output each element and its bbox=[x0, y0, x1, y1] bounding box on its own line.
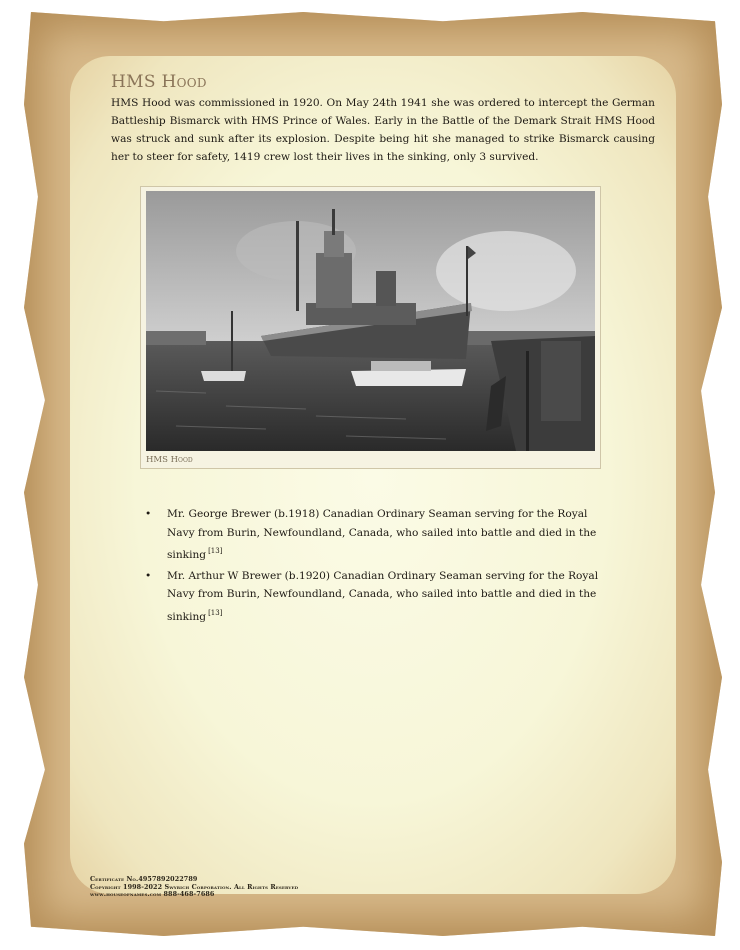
parchment-center bbox=[70, 56, 676, 894]
website-contact: www.houseofnames.com 888-468-7686 bbox=[90, 890, 215, 898]
list-item bbox=[145, 567, 615, 627]
citation-link[interactable]: [13] bbox=[208, 608, 223, 617]
crew-list bbox=[145, 505, 615, 628]
ship-photo bbox=[146, 191, 595, 451]
list-item bbox=[145, 505, 615, 565]
bullet-icon: • bbox=[145, 569, 152, 582]
intro-paragraph: HMS Hood was commissioned in 1920. On May 24th 1941 she was ordered to intercept the German Battleship Bismarck with HMS Prince of Wales. Early in the Battle of the Demark Strait HMS Hood was struck and sunk after its explosion. Despite being hit she managed to strike Bismarck causing her to steer for safety, 1419 crew lost their lives in the sinking, only 3 survived. bbox=[111, 97, 655, 163]
citation-link[interactable]: [13] bbox=[208, 547, 223, 555]
page-title: HMS Hood bbox=[111, 72, 207, 92]
crew-entry-text: Mr. Arthur W Brewer (b.1920) Canadian Ordinary Seaman serving for the Royal Navy from Burin, Newfoundland, Canada, who sailed into battle and died in the sinking bbox=[167, 569, 599, 623]
bullet-icon: • bbox=[145, 508, 152, 520]
photo-frame bbox=[140, 186, 601, 469]
ship-photo-image bbox=[146, 191, 595, 451]
copyright-notice: Copyright 1998-2022 Swyrich Corporation. All Rights Reserved bbox=[90, 882, 299, 891]
certificate-number: Certificate No.4957892022789 bbox=[90, 875, 198, 883]
photo-caption: HMS Hood bbox=[146, 455, 193, 465]
crew-entry-text: Mr. George Brewer (b.1918) Canadian Ordinary Seaman serving for the Royal Navy from Burin, Newfoundland, Canada, who sailed into battle and died in the sinking bbox=[167, 508, 597, 561]
certificate-footer bbox=[90, 876, 298, 899]
